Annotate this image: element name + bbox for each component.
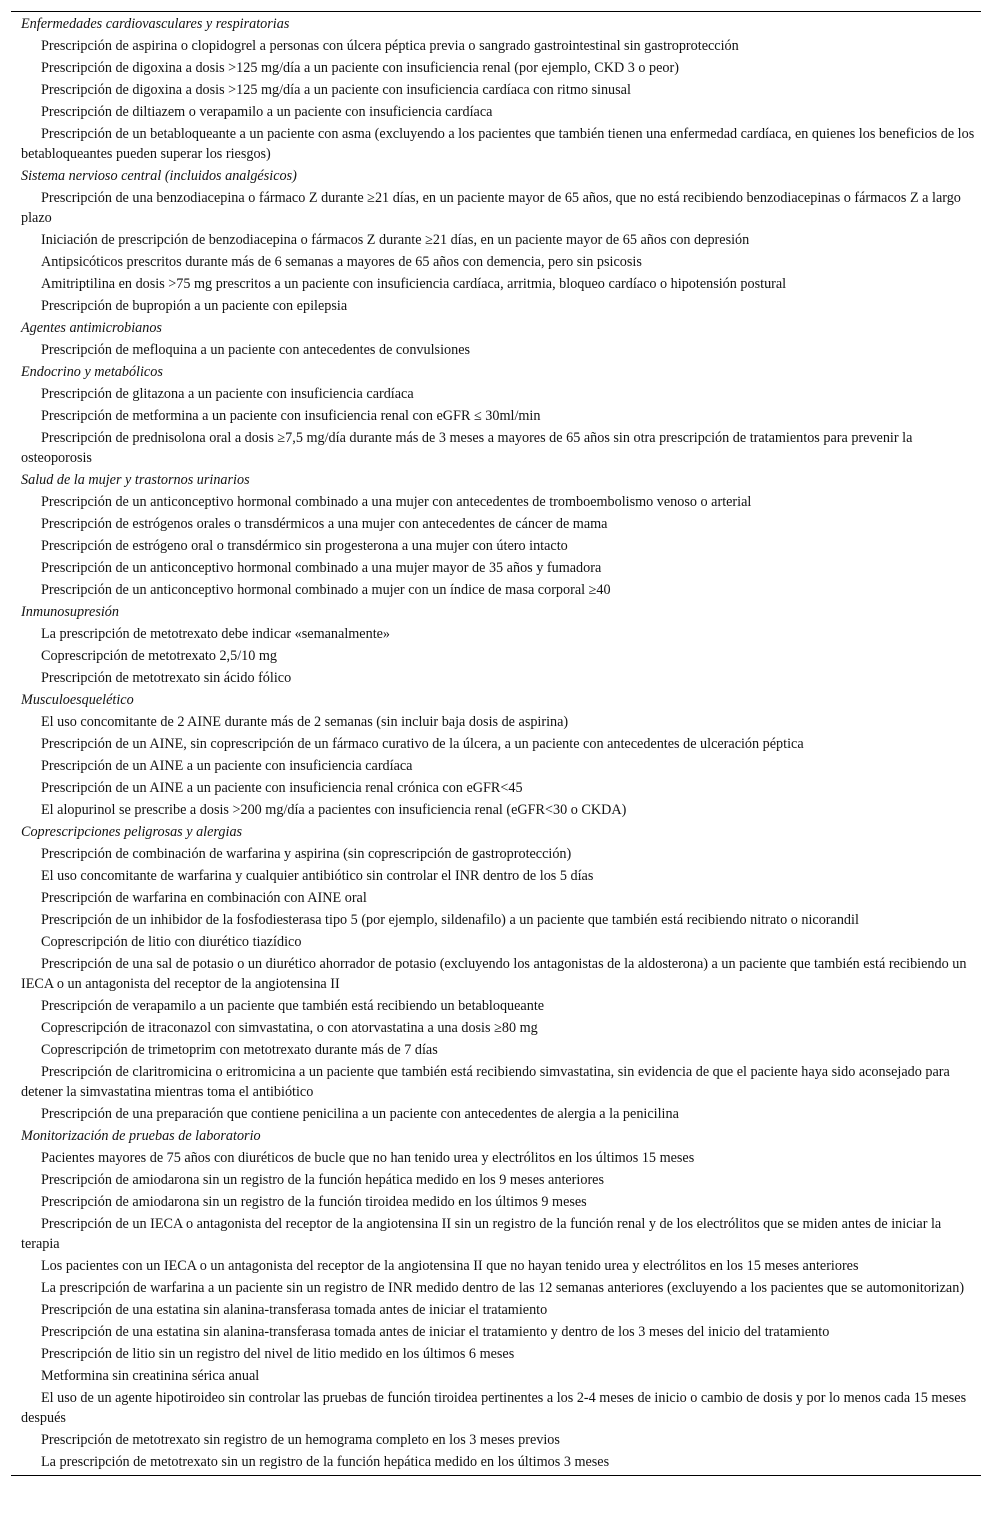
criterion-item: Prescripción de combinación de warfarina y aspirina (sin coprescripción de gastroprotección) (41, 846, 572, 862)
section-title: Sistema nervioso central (incluidos analgésicos) (21, 168, 297, 184)
section (11, 317, 981, 361)
criterion-item: Amitriptilina en dosis >75 mg prescritos a un paciente con insuficiencia cardíaca, arritmia, bloqueo cardíaco o hipotensión postural (41, 276, 787, 292)
criterion-item: Prescripción de un anticonceptivo hormonal combinado a una mujer con antecedentes de tromboembolismo venoso o arterial (41, 494, 752, 510)
criterion-item: Prescripción de estrógenos orales o transdérmicos a una mujer con antecedentes de cáncer de mama (41, 516, 608, 532)
criterion-item: Prescripción de estrógeno oral o transdérmico sin progesterona a una mujer con útero intacto (41, 538, 568, 554)
criterion-item: Prescripción de una sal de potasio o un diurético ahorrador de potasio (excluyendo los antagonistas de la aldosterona) a un paciente que también está recibiendo un IECA o un antagonista del receptor de la angiotensina II (21, 956, 967, 992)
section (11, 821, 981, 1125)
criterion-item: El uso concomitante de warfarina y cualquier antibiótico sin controlar el INR dentro de los 5 días (41, 868, 594, 884)
criterion-item: Prescripción de un anticonceptivo hormonal combinado a mujer con un índice de masa corporal ≥40 (41, 582, 611, 598)
criterion-item: Iniciación de prescripción de benzodiacepina o fármacos Z durante ≥21 días, en un paciente mayor de 65 años con depresión (41, 232, 750, 248)
criterion-item: Prescripción de diltiazem o verapamilo a un paciente con insuficiencia cardíaca (41, 104, 493, 120)
criterion-item: La prescripción de metotrexato debe indicar «semanalmente» (41, 626, 391, 642)
criterion-item: Prescripción de metformina a un paciente con insuficiencia renal con eGFR ≤ 30ml/min (41, 408, 541, 424)
criterion-item: Prescripción de metotrexato sin ácido fólico (41, 670, 292, 686)
criterion-item: Prescripción de digoxina a dosis >125 mg/día a un paciente con insuficiencia cardíaca con ritmo sinusal (41, 82, 631, 98)
criterion-item: Coprescripción de metotrexato 2,5/10 mg (41, 648, 278, 664)
criterion-item: Prescripción de un betabloqueante a un paciente con asma (excluyendo a los pacientes que también tienen una enfermedad cardíaca, en quienes los beneficios de los betabloqueantes pueden superar los riesgos) (21, 126, 975, 162)
criterion-item: Pacientes mayores de 75 años con diuréticos de bucle que no han tenido urea y electrólitos en los últimos 15 meses (41, 1150, 695, 1166)
section-title: Inmunosupresión (21, 604, 119, 620)
criterion-item: Prescripción de warfarina en combinación con AINE oral (41, 890, 367, 906)
criteria-table (11, 11, 981, 1476)
section-title: Agentes antimicrobianos (21, 320, 162, 336)
section (11, 1125, 981, 1473)
criterion-item: Prescripción de amiodarona sin un registro de la función tiroidea medido en los últimos 9 meses (41, 1194, 587, 1210)
criterion-item: Prescripción de digoxina a dosis >125 mg/día a un paciente con insuficiencia renal (por ejemplo, CKD 3 o peor) (41, 60, 679, 76)
criterion-item: Coprescripción de itraconazol con simvastatina, o con atorvastatina a una dosis ≥80 mg (41, 1020, 538, 1036)
criterion-item: Prescripción de un anticonceptivo hormonal combinado a una mujer mayor de 35 años y fumadora (41, 560, 602, 576)
criterion-item: Prescripción de una estatina sin alanina-transferasa tomada antes de iniciar el tratamiento (41, 1302, 548, 1318)
criterion-item: Prescripción de aspirina o clopidogrel a personas con úlcera péptica previa o sangrado gastrointestinal sin gastroprotección (41, 38, 739, 54)
criterion-item: Prescripción de un inhibidor de la fosfodiesterasa tipo 5 (por ejemplo, sildenafilo) a un paciente que también está recibiendo nitrato o nicorandil (41, 912, 859, 928)
section (11, 601, 981, 689)
criterion-item: Prescripción de una benzodiacepina o fármaco Z durante ≥21 días, en un paciente mayor de 65 años, que no está recibiendo benzodiacepinas o fármacos Z a largo plazo (21, 190, 961, 226)
section-title: Endocrino y metabólicos (21, 364, 163, 380)
section-title: Musculoesquelético (21, 692, 134, 708)
criterion-item: El alopurinol se prescribe a dosis >200 mg/día a pacientes con insuficiencia renal (eGFR<30 o CKDA) (41, 802, 627, 818)
section (11, 361, 981, 469)
criterion-item: Prescripción de un AINE a un paciente con insuficiencia renal crónica con eGFR<45 (41, 780, 523, 796)
criterion-item: Prescripción de litio sin un registro del nivel de litio medido en los últimos 6 meses (41, 1346, 515, 1362)
criterion-item: Prescripción de bupropión a un paciente con epilepsia (41, 298, 348, 314)
criterion-item: Prescripción de metotrexato sin registro de un hemograma completo en los 3 meses previos (41, 1432, 560, 1448)
section (11, 13, 981, 165)
criterion-item: Coprescripción de trimetoprim con metotrexato durante más de 7 días (41, 1042, 438, 1058)
criterion-item: La prescripción de warfarina a un paciente sin un registro de INR medido dentro de las 12 semanas anteriores (excluyendo a los pacientes que se automonitorizan) (41, 1280, 965, 1296)
criterion-item: Prescripción de un AINE, sin coprescripción de un fármaco curativo de la úlcera, a un paciente con antecedentes de ulceración péptica (41, 736, 804, 752)
table-body (11, 13, 981, 1473)
criterion-item: Prescripción de claritromicina o eritromicina a un paciente que también está recibiendo simvastatina, sin evidencia de que el paciente haya sido aconsejado para detener la simvastatina mientras toma el antibiótico (21, 1064, 950, 1100)
criterion-item: Antipsicóticos prescritos durante más de 6 semanas a mayores de 65 años con demencia, pero sin psicosis (41, 254, 642, 270)
criterion-item: La prescripción de metotrexato sin un registro de la función hepática medido en los últimos 3 meses (41, 1454, 610, 1470)
criterion-item: Prescripción de un AINE a un paciente con insuficiencia cardíaca (41, 758, 413, 774)
criterion-item: Prescripción de mefloquina a un paciente con antecedentes de convulsiones (41, 342, 471, 358)
section-title: Salud de la mujer y trastornos urinarios (21, 472, 250, 488)
criterion-item: Prescripción de un IECA o antagonista del receptor de la angiotensina II sin un registro de la función renal y de los electrólitos que se miden antes de iniciar la terapia (21, 1216, 942, 1252)
section-title: Enfermedades cardiovasculares y respiratorias (21, 16, 290, 32)
criterion-item: Metformina sin creatinina sérica anual (41, 1368, 260, 1384)
criterion-item: El uso concomitante de 2 AINE durante más de 2 semanas (sin incluir baja dosis de aspirina) (41, 714, 569, 730)
criterion-item: Prescripción de glitazona a un paciente con insuficiencia cardíaca (41, 386, 414, 402)
criterion-item: Prescripción de verapamilo a un paciente que también está recibiendo un betabloqueante (41, 998, 545, 1014)
criterion-item: Prescripción de una preparación que contiene penicilina a un paciente con antecedentes de alergia a la penicilina (41, 1106, 679, 1122)
section (11, 469, 981, 601)
section-title: Monitorización de pruebas de laboratorio (21, 1128, 261, 1144)
criterion-item: Prescripción de amiodarona sin un registro de la función hepática medido en los 9 meses anteriores (41, 1172, 604, 1188)
criterion-item: El uso de un agente hipotiroideo sin controlar las pruebas de función tiroidea pertinentes a los 2-4 meses de inicio o cambio de dosis y por lo menos cada 15 meses después (21, 1390, 967, 1426)
section (11, 165, 981, 317)
criterion-item: Los pacientes con un IECA o un antagonista del receptor de la angiotensina II que no hayan tenido urea y electrólitos en los 15 meses anteriores (41, 1258, 859, 1274)
criterion-item: Prescripción de prednisolona oral a dosis ≥7,5 mg/día durante más de 3 meses a mayores de 65 años sin otra prescripción de tratamientos para prevenir la osteoporosis (21, 430, 913, 466)
criterion-item: Coprescripción de litio con diurético tiazídico (41, 934, 302, 950)
section-title: Coprescripciones peligrosas y alergias (21, 824, 243, 840)
section (11, 689, 981, 821)
criterion-item: Prescripción de una estatina sin alanina-transferasa tomada antes de iniciar el tratamiento y dentro de los 3 meses del inicio del tratamiento (41, 1324, 830, 1340)
